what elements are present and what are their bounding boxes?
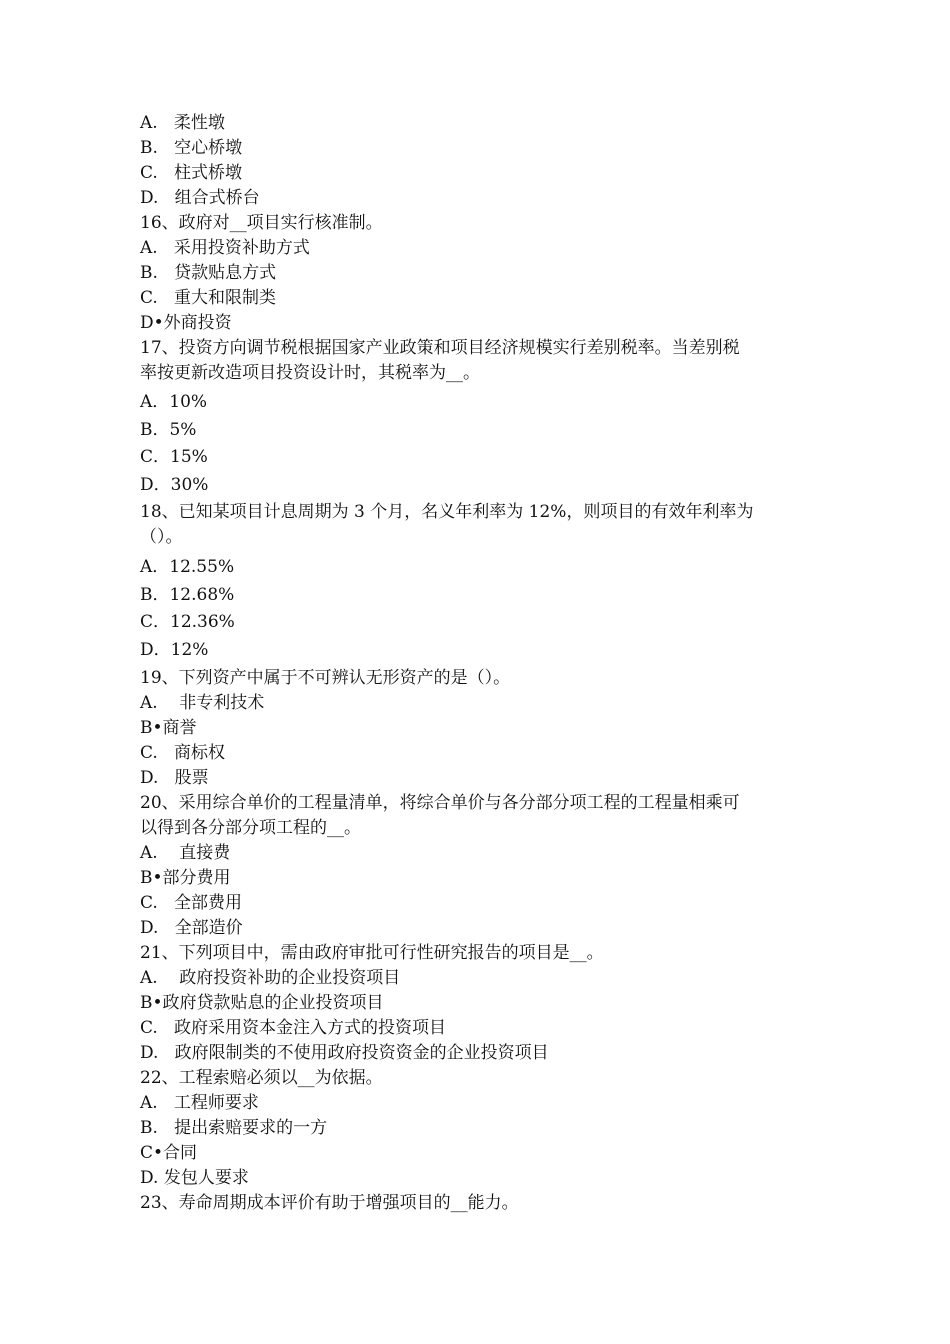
answer-option: D．12% — [140, 640, 209, 660]
answer-option: A. 柔性墩 — [140, 113, 225, 133]
answer-option: A. 政府投资补助的企业投资项目 — [140, 968, 401, 988]
answer-option: B•商誉 — [140, 718, 197, 738]
answer-option: A. 直接费 — [140, 843, 231, 863]
answer-option: C. 全部费用 — [140, 893, 243, 913]
answer-option: B．12.68% — [140, 585, 235, 605]
answer-option: C. 重大和限制类 — [140, 288, 277, 308]
answer-option: D. 组合式桥台 — [140, 188, 260, 208]
answer-option: C•合同 — [140, 1143, 198, 1163]
answer-option: B. 提出索赔要求的一方 — [140, 1118, 328, 1138]
question-text: 16、政府对__项目实行核准制。 — [140, 213, 383, 233]
question-text: 21、下列项目中，需由政府审批可行性研究报告的项目是__。 — [140, 943, 604, 963]
answer-option: D. 股票 — [140, 768, 209, 788]
answer-option: D. 政府限制类的不使用政府投资资金的企业投资项目 — [140, 1043, 549, 1063]
answer-option: A. 工程师要求 — [140, 1093, 259, 1113]
answer-option: B•政府贷款贴息的企业投资项目 — [140, 993, 384, 1013]
answer-option: B. 贷款贴息方式 — [140, 263, 277, 283]
answer-option: B．5% — [140, 420, 197, 440]
answer-option: D•外商投资 — [140, 313, 232, 333]
answer-option: B. 空心桥墩 — [140, 138, 243, 158]
answer-option: A. 采用投资补助方式 — [140, 238, 310, 258]
answer-option: A．12.55% — [140, 557, 235, 577]
question-text: 17、投资方向调节税根据国家产业政策和项目经济规模实行差别税率。当差别税 — [140, 338, 740, 358]
answer-option: B•部分费用 — [140, 868, 231, 888]
answer-option: D. 全部造价 — [140, 918, 243, 938]
question-text: 18、已知某项目计息周期为 3 个月，名义年利率为 12%，则项目的有效年利率为 — [140, 502, 754, 522]
question-text: 率按更新改造项目投资设计时，其税率为__。 — [140, 363, 480, 383]
answer-option: D．30% — [140, 475, 209, 495]
question-text: 23、寿命周期成本评价有助于增强项目的__能力。 — [140, 1193, 519, 1213]
answer-option: A．10% — [140, 392, 208, 412]
answer-option: C. 柱式桥墩 — [140, 163, 243, 183]
answer-option: C．15% — [140, 447, 208, 467]
answer-option: A. 非专利技术 — [140, 693, 265, 713]
question-text: （）。 — [140, 527, 183, 547]
answer-option: D. 发包人要求 — [140, 1168, 249, 1188]
question-text: 19、下列资产中属于不可辨认无形资产的是（）。 — [140, 668, 511, 688]
question-text: 20、采用综合单价的工程量清单，将综合单价与各分部分项工程的工程量相乘可 — [140, 793, 740, 813]
answer-option: C．12.36% — [140, 612, 235, 632]
question-text: 以得到各分部分项工程的__。 — [140, 818, 361, 838]
question-text: 22、工程索赔必须以__为依据。 — [140, 1068, 383, 1088]
answer-option: C. 政府采用资本金注入方式的投资项目 — [140, 1018, 447, 1038]
answer-option: C. 商标权 — [140, 743, 226, 763]
